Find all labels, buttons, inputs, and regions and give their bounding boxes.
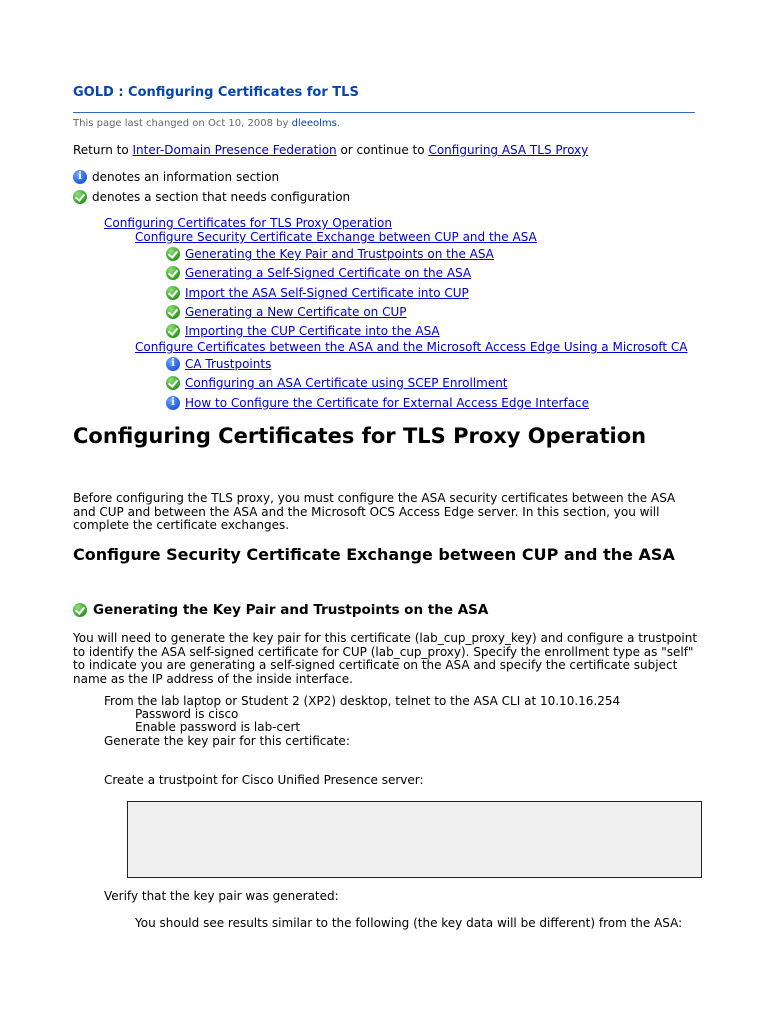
check-icon <box>166 247 180 261</box>
subsubsection-heading <box>73 602 488 618</box>
toc-item[interactable] <box>166 247 494 261</box>
toc-link[interactable]: Generating the Key Pair and Trustpoints on the ASA <box>185 247 494 261</box>
author-name[interactable]: dleeolms <box>291 118 337 129</box>
step-generate-keypair: Generate the key pair for this certificate: <box>104 734 350 748</box>
continue-text: or continue to <box>340 143 425 157</box>
continue-link[interactable]: Configuring ASA TLS Proxy <box>428 143 589 157</box>
toc-link-level2[interactable]: Configure Certificates between the ASA and the Microsoft Access Edge Using a Microsoft CA <box>135 340 688 354</box>
legend-config-row <box>73 190 350 204</box>
step-verify: Verify that the key pair was generated: <box>104 889 339 903</box>
info-icon <box>73 170 87 184</box>
last-changed-text: This page last changed on Oct 10, 2008 by <box>73 118 289 129</box>
toc-item[interactable] <box>166 376 508 390</box>
check-icon <box>166 305 180 319</box>
toc-link[interactable]: CA Trustpoints <box>185 357 272 371</box>
toc-link[interactable]: Importing the CUP Certificate into the ASA <box>185 324 440 338</box>
legend-config-text: denotes a section that needs configuration <box>92 190 351 204</box>
navigation-line <box>73 143 588 157</box>
step-enable-password: Enable password is lab-cert <box>135 720 301 734</box>
section-heading: Configuring Certificates for TLS Proxy Operation <box>73 424 647 448</box>
step-telnet: From the lab laptop or Student 2 (XP2) desktop, telnet to the ASA CLI at 10.10.16.254 <box>104 694 621 708</box>
step-password: Password is cisco <box>135 707 239 721</box>
check-icon <box>166 286 180 300</box>
check-icon <box>166 376 180 390</box>
toc-item[interactable] <box>166 266 471 280</box>
info-icon <box>166 396 180 410</box>
page-title: GOLD : Configuring Certificates for TLS <box>73 85 359 100</box>
toc-link-level2[interactable]: Configure Security Certificate Exchange between CUP and the ASA <box>135 230 537 244</box>
return-link[interactable]: Inter-Domain Presence Federation <box>132 143 337 157</box>
toc-link-level1[interactable]: Configuring Certificates for TLS Proxy Operation <box>104 216 392 230</box>
toc-item[interactable] <box>166 286 469 300</box>
check-icon <box>166 266 180 280</box>
legend-info-text: denotes an information section <box>92 170 280 184</box>
subsubsection-title: Generating the Key Pair and Trustpoints on the ASA <box>93 602 489 618</box>
step-expected-results: You should see results similar to the following (the key data will be different) from the ASA: <box>135 916 683 930</box>
return-prefix: Return to <box>73 143 129 157</box>
author-suffix: . <box>336 118 341 129</box>
toc-link[interactable]: Import the ASA Self-Signed Certificate into CUP <box>185 286 469 300</box>
step-create-trustpoint: Create a trustpoint for Cisco Unified Presence server: <box>104 773 424 787</box>
toc-link[interactable]: Generating a New Certificate on CUP <box>185 305 407 319</box>
last-changed-info <box>73 118 340 129</box>
intro-paragraph: Before configuring the TLS proxy, you must configure the ASA security certificates between the ASA and CUP and between the ASA and the Microsoft OCS Access Edge server. In this section, you will complete the certificate exchanges. <box>73 491 676 532</box>
subsection-heading: Configure Security Certificate Exchange between CUP and the ASA <box>73 545 675 564</box>
toc-link[interactable]: How to Configure the Certificate for External Access Edge Interface <box>185 396 590 410</box>
toc-item[interactable] <box>166 357 271 371</box>
keypair-paragraph: You will need to generate the key pair for this certificate (lab_cup_proxy_key) and configure a trustpoint to identify the ASA self-signed certificate for CUP (lab_cup_proxy). Specify the enrollment type as "self" to indicate you are generating a self-signed certificate on the ASA and specify the certificate subject name as the IP address of the inside interface. <box>73 631 698 686</box>
code-block <box>127 801 702 878</box>
info-icon <box>166 357 180 371</box>
legend-info-row <box>73 170 279 184</box>
check-icon <box>73 190 87 204</box>
check-icon <box>166 324 180 338</box>
toc-item[interactable] <box>166 396 589 410</box>
check-icon <box>73 603 87 617</box>
toc-link[interactable]: Generating a Self-Signed Certificate on the ASA <box>185 266 472 280</box>
toc-item[interactable] <box>166 324 440 338</box>
toc-item[interactable] <box>166 305 407 319</box>
title-divider <box>73 112 695 113</box>
toc-link[interactable]: Configuring an ASA Certificate using SCEP Enrollment <box>185 376 508 390</box>
